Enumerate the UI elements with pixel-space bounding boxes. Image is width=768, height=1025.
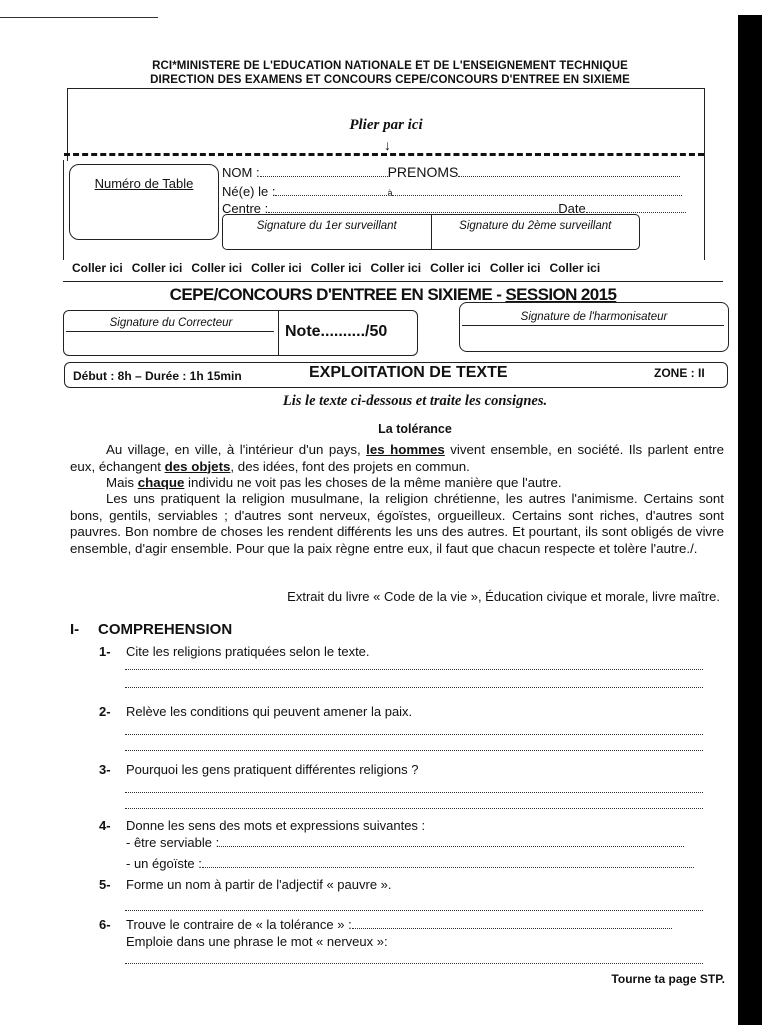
exam-info-box [64, 362, 728, 388]
separator-line [63, 281, 723, 282]
question-2: 2- Relève les conditions qui peuvent amener la paix. [99, 704, 413, 719]
question-3: 3- Pourquoi les gens pratiquent différentes religions ? [99, 762, 419, 777]
fold-label: Plier par ici [349, 117, 423, 133]
numero-table-label: Numéro de Table [94, 176, 194, 191]
fold-box [67, 88, 705, 161]
question-4: 4- Donne les sens des mots et expressions suivantes : [99, 818, 426, 833]
harmonisateur-label: Signature de l'harmonisateur [520, 311, 668, 323]
question-6-sub: Emploie dans une phrase le mot « nerveux »: [126, 934, 388, 949]
section-title: COMPREHENSION [98, 621, 233, 638]
naissance-field[interactable]: Né(e) le : à [222, 184, 682, 199]
exam-title: EXPLOITATION DE TEXTE [309, 364, 508, 381]
answer-line[interactable] [125, 807, 703, 809]
text-source: Extrait du livre « Code de la vie », Éducation civique et morale, livre maître. [287, 589, 720, 604]
correcteur-divider [66, 331, 274, 332]
top-edge-line [0, 17, 158, 18]
coller-ici: Coller ici [131, 261, 183, 275]
section-heading [70, 621, 232, 638]
coller-ici: Coller ici [72, 261, 123, 275]
text-paragraph-1: Au village, en ville, à l'intérieur d'un pays, les hommes vivent ensemble, en société. Ils parlent entre eux, échangent des objets, des idées, font des projets en commun. [70, 442, 724, 474]
coller-ici-row [72, 261, 712, 275]
coller-ici: Coller ici [310, 261, 362, 275]
coller-ici: Coller ici [191, 261, 243, 275]
underlined-chaque: chaque [137, 475, 185, 490]
zone-label: ZONE : II [654, 366, 705, 380]
underlined-des-objets: des objets [164, 458, 231, 474]
ministry-header-line1: RCI*MINISTERE DE L'EDUCATION NATIONALE ET DE L'ENSEIGNEMENT TECHNIQUE [152, 60, 628, 72]
prenoms-label: PRENOMS [387, 164, 459, 180]
ministry-header-line2: DIRECTION DES EXAMENS ET CONCOURS CEPE/CONCOURS D'ENTREE EN SIXIEME [150, 74, 630, 86]
answer-line[interactable] [125, 909, 703, 911]
coller-ici: Coller ici [430, 261, 481, 275]
correcteur-box[interactable] [63, 310, 279, 356]
answer-line[interactable] [125, 668, 703, 670]
answer-line[interactable] [125, 749, 703, 751]
answer-line[interactable] [125, 686, 703, 688]
session-prefix: CEPE/CONCOURS D'ENTREE EN SIXIEME - [169, 285, 502, 304]
question-4-sub-serviable[interactable]: - être serviable : [126, 835, 684, 850]
correcteur-label: Signature du Correcteur [109, 317, 233, 329]
fold-arrow-icon: ↓ [384, 137, 391, 153]
harmonisateur-divider [462, 325, 724, 326]
scan-edge-bar [738, 15, 762, 1025]
coller-ici: Coller ici [251, 261, 302, 275]
underlined-les-hommes: les hommes [366, 442, 445, 457]
note-box[interactable] [277, 310, 418, 356]
debut-duree: Début : 8h – Durée : 1h 15min [73, 369, 242, 383]
question-6: 6- Trouve le contraire de « la tolérance » : [99, 917, 672, 932]
question-4-sub-egoiste[interactable]: - un égoïste : [126, 856, 694, 871]
session-year: SESSION 2015 [505, 285, 617, 304]
question-5: 5- Forme un nom à partir de l'adjectif « pauvre ». [99, 877, 392, 892]
coller-ici: Coller ici [489, 261, 541, 275]
fold-dashed-line [64, 153, 704, 156]
signature-surveillant-1[interactable]: Signature du 1er surveillant [223, 215, 432, 249]
text-title: La tolérance [378, 422, 452, 436]
text-paragraph-3: Les uns pratiquent la religion musulmane, la religion chrétienne, les autres l'animisme. Certains sont bons, gentils, serviables ; d'autres sont nerveux, égoïstes, orgueilleux. Certains sont riches, d'autres sont pauvres. Bon nombre de choses les rendent différents les uns des autres. Et pourtant, ils sont obligés de vivre ensemble, d'agir ensemble. Pour que la paix règne entre eux, il faut que chacun respecte et tolère l'autre./. [70, 491, 724, 556]
answer-line[interactable] [125, 962, 703, 964]
question-1: 1- Cite les religions pratiquées selon le texte. [99, 644, 370, 659]
note-label: Note........../50 [285, 323, 388, 340]
date-label: Date [558, 201, 586, 216]
instruction: Lis le texte ci-dessous et traite les consignes. [282, 393, 548, 409]
answer-line[interactable] [125, 733, 703, 735]
harmonisateur-box[interactable] [459, 302, 729, 352]
numero-table-box[interactable] [69, 164, 219, 240]
answer-line[interactable] [125, 791, 703, 793]
nom-field[interactable]: NOM : PRENOMS [222, 164, 680, 180]
coller-ici: Coller ici [549, 261, 601, 275]
coller-ici: Coller ici [370, 261, 422, 275]
centre-field[interactable]: Centre : Date [222, 201, 686, 216]
text-paragraph-2: Mais chaque individu ne voit pas les choses de la même manière que l'autre. [106, 475, 562, 490]
signature-surveillant-2[interactable]: Signature du 2ème surveillant [459, 220, 612, 232]
section-number: I- [70, 621, 80, 638]
turn-page-note: Tourne ta page STP. [611, 972, 725, 986]
surveillant-signatures [222, 214, 640, 250]
